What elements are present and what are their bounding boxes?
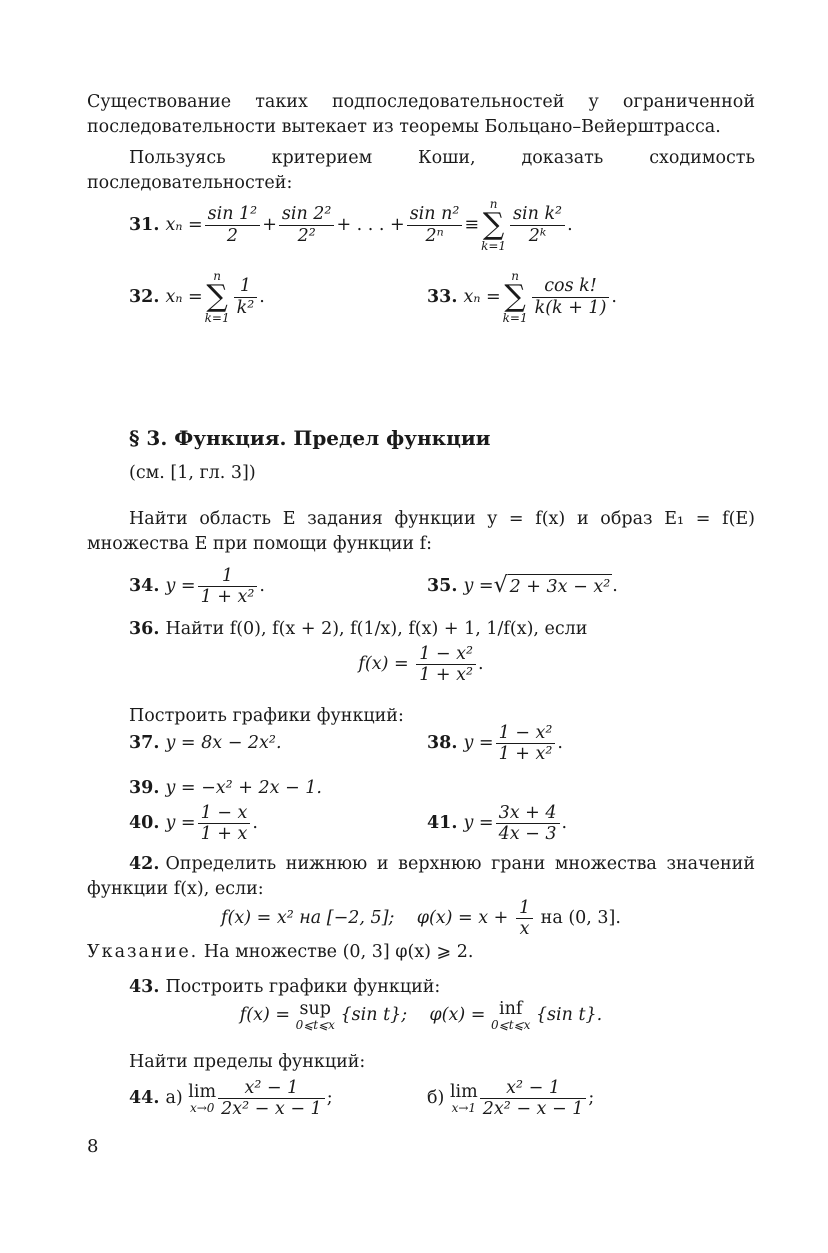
domain-instruction-block xyxy=(87,507,755,556)
lhs: y = xyxy=(463,733,494,753)
numerator: cos k! xyxy=(532,276,610,297)
problem-number: 41. xyxy=(427,813,458,834)
problem-44 xyxy=(129,1078,755,1119)
lim-label: lim xyxy=(188,1082,217,1102)
fraction xyxy=(532,276,610,317)
problem-number: 35. xyxy=(427,576,458,597)
fraction xyxy=(205,204,261,245)
period: . xyxy=(252,813,258,834)
problems-32-33 xyxy=(129,270,755,324)
problem-number: 39. xyxy=(129,778,160,798)
fraction xyxy=(416,644,476,685)
lim-subscript: x→0 xyxy=(189,1101,215,1116)
sigma-icon: ∑ xyxy=(504,279,526,314)
fraction xyxy=(198,803,251,844)
numerator: 1 − x² xyxy=(416,644,476,665)
problem-34 xyxy=(129,566,265,607)
period: . xyxy=(611,286,617,307)
problem-number: 40. xyxy=(129,813,160,834)
denominator: 1 + x² xyxy=(498,743,553,764)
section-title: § 3. Функция. Предел функции xyxy=(129,426,491,450)
expression: y = −x² + 2x − 1. xyxy=(165,778,322,798)
cauchy-instruction-block xyxy=(87,146,755,195)
problem-number: 44. xyxy=(129,1088,160,1109)
lhs: y = xyxy=(165,813,196,834)
fraction xyxy=(496,723,556,764)
semicolon: ; xyxy=(326,1088,333,1109)
denominator: k(k + 1) xyxy=(534,297,607,318)
numerator: sin 1² xyxy=(205,204,261,225)
semicolon: ; xyxy=(588,1088,595,1109)
sqrt-icon: √ xyxy=(493,573,508,599)
lhs: xₙ = xyxy=(165,286,203,307)
fraction xyxy=(218,1078,325,1119)
sigma-icon: ∑ xyxy=(206,279,228,314)
inf-label: inf xyxy=(498,999,523,1019)
hint xyxy=(87,940,755,965)
part-label: б) xyxy=(427,1088,445,1109)
numerator: 1 xyxy=(516,898,533,919)
summation xyxy=(481,198,506,252)
radicand: 2 + 3x − x² xyxy=(508,574,613,600)
denominator: 2ᵏ xyxy=(528,225,547,246)
rhs-phi: {sin t}. xyxy=(535,1005,603,1026)
fraction xyxy=(198,566,258,607)
sup-operator xyxy=(296,1000,335,1031)
numerator: 1 − x xyxy=(198,803,251,824)
problem-43-formula xyxy=(87,1000,755,1031)
lhs: f(x) = xyxy=(358,654,409,675)
period: . xyxy=(478,654,484,675)
problems-34-35 xyxy=(129,566,755,607)
denominator: 2² xyxy=(297,225,316,246)
denominator: 2 xyxy=(226,225,238,246)
problem-number: 43. xyxy=(129,977,160,997)
page-number: 8 xyxy=(87,1136,99,1157)
expression: y = 8x − 2x². xyxy=(165,733,282,753)
denominator: 4x − 3 xyxy=(498,824,557,845)
problem-text: Найти f(0), f(x + 2), f(1/x), f(x) + 1, 1/f(x), если xyxy=(165,619,588,639)
sum-upper: n xyxy=(489,197,498,211)
hint-text: На множестве (0, 3] φ(x) ⩾ 2. xyxy=(203,942,474,962)
problem-44a xyxy=(129,1078,333,1119)
problem-number: 38. xyxy=(427,733,458,753)
numerator: x² − 1 xyxy=(218,1078,325,1099)
summation xyxy=(503,270,528,324)
lhs: xₙ = xyxy=(165,214,203,235)
lhs-f: f(x) = xyxy=(239,1005,291,1026)
problem-text: Определить нижнюю и верхнюю грани множества значений функции f(x), если: xyxy=(87,854,755,899)
fraction xyxy=(234,276,258,317)
problem-39 xyxy=(129,776,755,801)
hint-label: Указание. xyxy=(87,942,199,962)
sum-lower: k=1 xyxy=(502,311,528,325)
intro-paragraph: Существование таких подпоследовательностей у ограниченной последовательности вытекает из теоремы Больцано–Вейерштрасса. xyxy=(87,92,755,137)
period: . xyxy=(561,813,568,834)
problem-number: 31. xyxy=(129,214,160,235)
inf-operator xyxy=(491,1000,530,1031)
section-reference: (см. [1, гл. 3]) xyxy=(129,463,256,483)
numerator: 1 − x² xyxy=(496,723,556,744)
period: . xyxy=(259,286,265,307)
limits-instruction: Найти пределы функций: xyxy=(129,1052,366,1072)
denominator: 2ⁿ xyxy=(425,225,444,246)
cauchy-instruction: Пользуясь критерием Коши, доказать сходимость последовательностей: xyxy=(87,148,755,193)
intro-paragraph-block xyxy=(87,90,755,139)
numerator: 1 xyxy=(234,276,258,297)
lhs: y = xyxy=(463,813,494,834)
problem-37 xyxy=(129,731,282,756)
formula-phi: φ(x) = x + xyxy=(416,908,509,929)
denominator: 1 + x xyxy=(200,824,248,845)
denominator: x xyxy=(519,919,530,940)
formula-interval: на (0, 3]. xyxy=(540,908,621,929)
problem-41 xyxy=(427,803,567,844)
ellipsis: + . . . + xyxy=(336,214,405,235)
fraction xyxy=(407,204,463,245)
lim-operator xyxy=(450,1083,478,1114)
problem-44b xyxy=(427,1078,594,1119)
problem-36 xyxy=(129,617,755,642)
problems-37-38 xyxy=(129,722,755,764)
problem-number: 37. xyxy=(129,733,160,753)
summation xyxy=(205,270,230,324)
period: . xyxy=(259,576,265,597)
period: . xyxy=(612,576,618,597)
problem-number: 42. xyxy=(129,854,160,874)
numerator: x² − 1 xyxy=(480,1078,587,1099)
problem-40 xyxy=(129,803,258,844)
problem-32 xyxy=(129,270,265,324)
fraction xyxy=(279,204,335,245)
problem-43 xyxy=(129,975,755,1000)
problem-number: 33. xyxy=(427,286,458,307)
problem-text: Построить графики функций: xyxy=(165,977,441,997)
denominator: 2x² − x − 1 xyxy=(221,1099,322,1120)
sigma-icon: ∑ xyxy=(482,207,505,242)
sum-lower: k=1 xyxy=(204,311,230,325)
problem-42-formula xyxy=(87,898,755,939)
sup-subscript: 0⩽t⩽x xyxy=(295,1018,335,1033)
sum-lower: k=1 xyxy=(481,239,507,253)
inf-subscript: 0⩽t⩽x xyxy=(491,1018,531,1033)
fraction xyxy=(496,803,560,844)
fraction xyxy=(510,204,565,245)
denominator: 1 + x² xyxy=(200,587,255,608)
lim-subscript: x→1 xyxy=(451,1101,477,1116)
problem-number: 34. xyxy=(129,576,160,597)
numerator: 1 xyxy=(198,566,258,587)
problem-33 xyxy=(427,270,617,324)
period: . xyxy=(567,214,573,235)
problem-36-formula xyxy=(87,644,755,685)
lhs: xₙ = xyxy=(463,286,501,307)
numerator: sin k² xyxy=(510,204,565,225)
period: . xyxy=(557,733,563,753)
domain-instruction: Найти область E задания функции y = f(x) и образ E₁ = f(E) множества E при помощи функции f: xyxy=(87,509,755,554)
lim-label: lim xyxy=(449,1082,478,1102)
problem-42 xyxy=(87,852,755,901)
denominator: 1 + x² xyxy=(419,665,474,686)
fraction xyxy=(480,1078,587,1119)
numerator: sin n² xyxy=(407,204,463,225)
sup-label: sup xyxy=(299,999,332,1019)
sum-upper: n xyxy=(213,269,221,283)
sum-upper: n xyxy=(511,269,519,283)
problem-number: 36. xyxy=(129,619,160,639)
denominator: 2x² − x − 1 xyxy=(482,1099,584,1120)
plot-instruction: Построить графики функций: xyxy=(129,706,404,726)
problem-38 xyxy=(427,723,563,764)
problems-40-41 xyxy=(129,803,755,844)
rhs-f: {sin t}; xyxy=(340,1005,408,1026)
formula-f: f(x) = x² на [−2, 5]; xyxy=(221,908,395,929)
lhs-phi: φ(x) = xyxy=(429,1005,486,1026)
part-label: а) xyxy=(165,1088,183,1109)
lhs: y = xyxy=(165,576,196,597)
problem-number: 32. xyxy=(129,286,160,307)
equiv-sign: ≡ xyxy=(464,214,480,235)
numerator: sin 2² xyxy=(279,204,335,225)
fraction xyxy=(516,898,533,939)
numerator: 3x + 4 xyxy=(496,803,560,824)
lhs: y = xyxy=(463,576,494,597)
lim-operator xyxy=(188,1083,216,1114)
problem-31: 31. xₙ = $\frac{\text{sin 1²}}{2}$ + $\frac{\text{sin 2²}}{\text{2²}}$ + . . . + $\frac{\text{sin n²}}{\text{2ⁿ}}$ ≡ n ∑ k=1 $\frac{\text{sin k²}}{\text{2ᵏ}}$ . xyxy=(129,197,573,253)
denominator: k² xyxy=(236,297,255,318)
problem-35 xyxy=(427,571,618,602)
